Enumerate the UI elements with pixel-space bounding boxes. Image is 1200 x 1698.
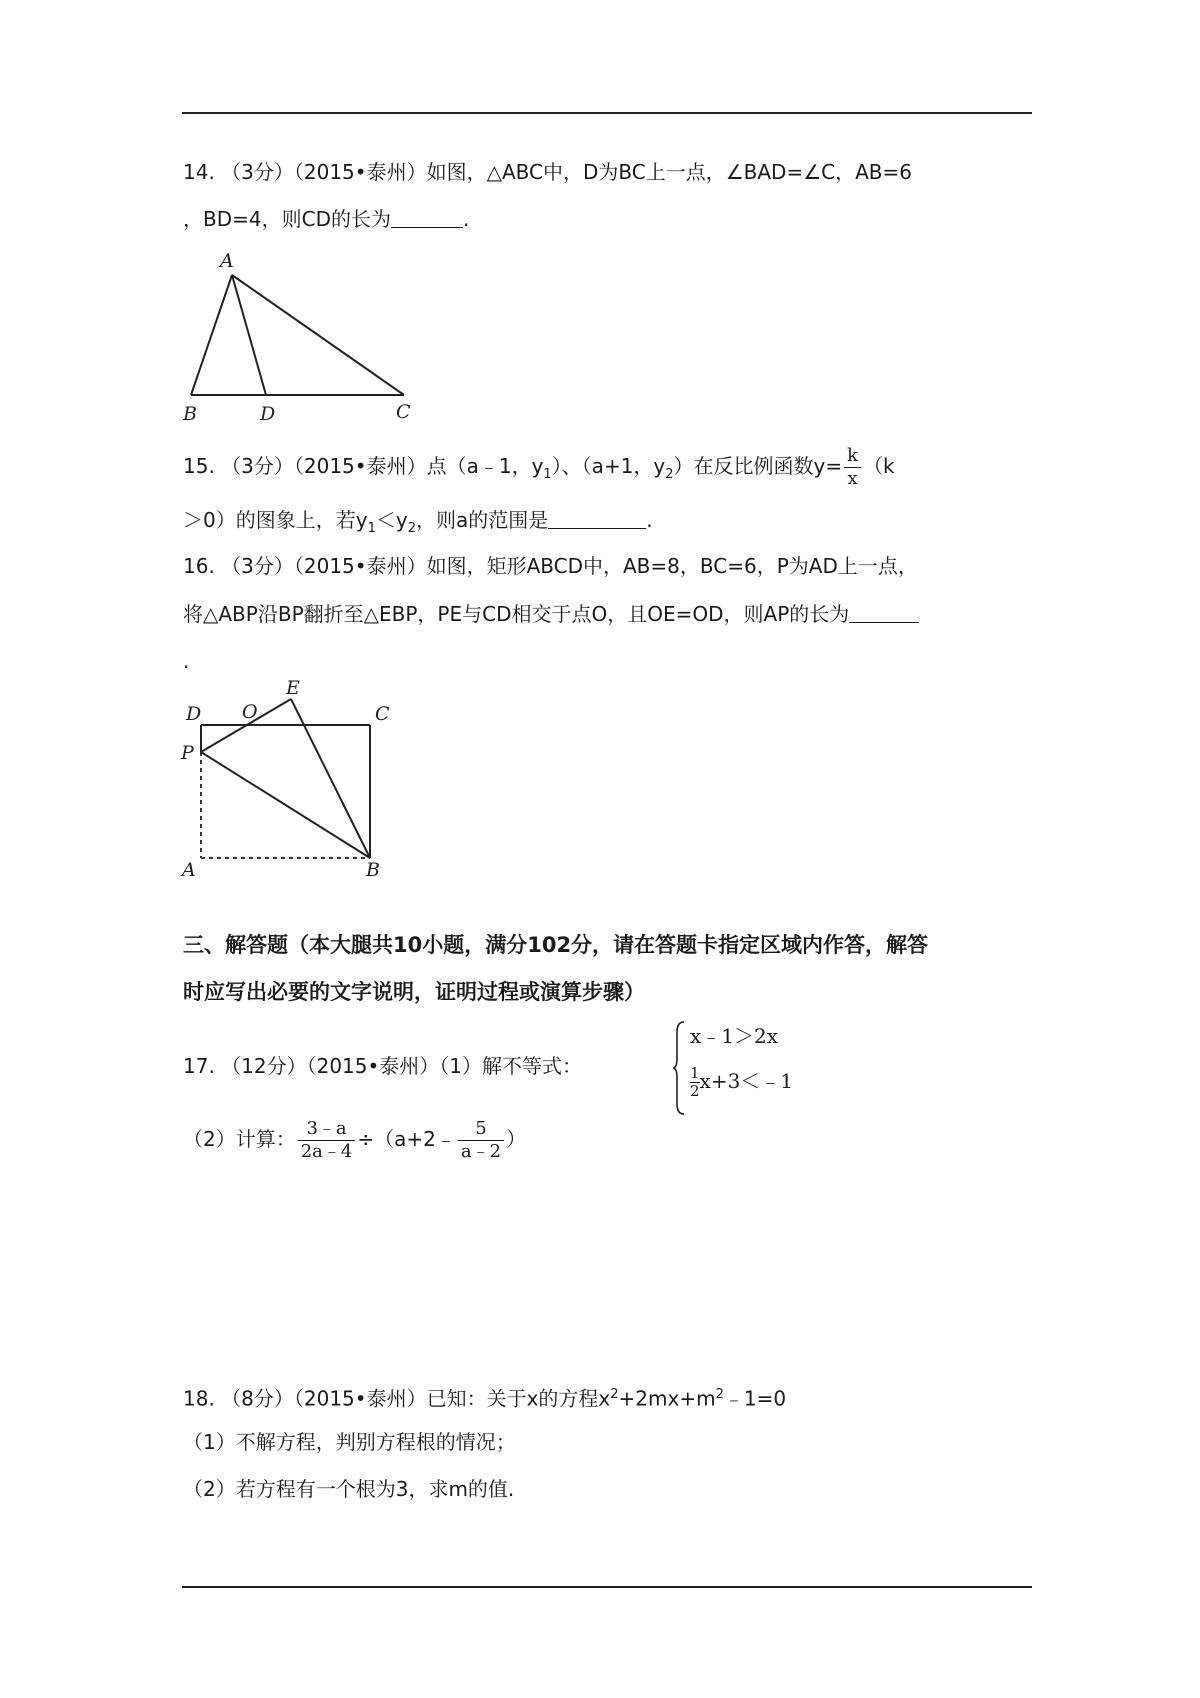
q18-sup-1: 2 (610, 1387, 619, 1402)
q15-line1 (183, 445, 895, 490)
q16-line2 (183, 600, 919, 628)
q18-line1 (183, 1381, 786, 1413)
fraction-2-numerator: 5 (475, 1118, 487, 1139)
q17-part2 (183, 1118, 526, 1163)
q15-sub-3: 1 (367, 521, 376, 536)
q15-text-g: ，则a的范围是 (415, 508, 549, 532)
label-d: D (186, 703, 202, 725)
q15-sub-4: 2 (407, 521, 416, 536)
fraction-1 (298, 1118, 356, 1163)
fraction-1-denominator: 2a﹣4 (298, 1140, 356, 1163)
q15-text-b: ）、（a+1，y (551, 454, 666, 478)
label-c: C (375, 703, 390, 725)
q18-text-a: 18. （8分）（2015•泰州）已知：关于x的方程x (183, 1386, 611, 1411)
inequality-2-rest: x+3＜﹣1 (699, 1069, 794, 1093)
section-heading-line1: 三、解答题（本大腿共10小题，满分102分，请在答题卡指定区域内作答，解答 (183, 933, 929, 957)
q14-line2 (183, 205, 469, 233)
bottom-rule (182, 1586, 1032, 1588)
q14-triangle-figure (178, 248, 418, 428)
inequality-2 (690, 1065, 793, 1100)
label-p: P (181, 742, 194, 764)
answer-blank (849, 602, 919, 623)
label-o: O (242, 701, 258, 723)
q15-text-d: （k (863, 454, 895, 478)
fraction-1-numerator: 3﹣a (306, 1118, 347, 1139)
q18-line2: （1）不解方程，判别方程根的情况； (183, 1430, 516, 1454)
q15-text-e: ＞0）的图象上，若y (183, 508, 368, 532)
label-b: B (183, 403, 197, 425)
segment-ab (191, 275, 232, 395)
inverse-fraction (844, 445, 861, 490)
q16-rectangle-figure (178, 680, 398, 880)
q16-line2-text: 将△ABP沿BP翻折至△EBP，PE与CD相交于点O，且OE=OD，则AP的长为 (183, 602, 850, 626)
q15-text-c: ）在反比例函数y= (673, 454, 843, 478)
q18-text-b: +2mx+m (618, 1386, 716, 1411)
q14-line1: 14. （3分）（2015•泰州）如图，△ABC中，D为BC上一点，∠BAD=∠C，AB=6 (183, 160, 912, 184)
fraction-2-denominator: a﹣2 (458, 1140, 504, 1163)
q14-period: . (462, 207, 470, 231)
q15-text-f: ＜y (375, 508, 408, 532)
left-brace-icon (672, 1020, 686, 1116)
inequality-1: x﹣1＞2x (690, 1024, 779, 1048)
q17-part2-middle: ÷（a+2﹣ (357, 1127, 456, 1151)
answer-blank (548, 508, 646, 529)
q18-line3: （2）若方程有一个根为3，求m的值. (183, 1477, 515, 1501)
label-a: A (220, 250, 234, 272)
label-e: E (286, 680, 300, 699)
q18-text-c: ﹣1=0 (723, 1386, 787, 1411)
fraction-2 (458, 1118, 504, 1163)
inequality-system (672, 1020, 812, 1116)
label-c: C (396, 401, 411, 423)
half-fraction (690, 1065, 700, 1100)
segment-ad (232, 275, 266, 395)
q15-sub-1: 1 (543, 467, 552, 482)
segment-ac (232, 275, 404, 395)
top-rule (182, 112, 1032, 114)
fraction-numerator: k (847, 445, 859, 466)
label-a: A (182, 859, 196, 880)
half-denominator: 2 (690, 1082, 700, 1100)
q15-sub-2: 2 (665, 467, 674, 482)
label-d: D (260, 403, 276, 425)
q15-line2 (183, 506, 653, 543)
q17-part2-label: （2）计算： (183, 1127, 296, 1151)
q16-line1: 16. （3分）（2015•泰州）如图，矩形ABCD中，AB=8，BC=6，P为AD上一点， (183, 554, 918, 578)
q17-line1: 17. （12分）（2015•泰州）（1）解不等式： (183, 1054, 583, 1078)
answer-blank (391, 207, 463, 228)
q18-sup-2: 2 (715, 1387, 724, 1402)
section-heading-line2: 时应写出必要的文字说明，证明过程或演算步骤） (183, 980, 645, 1004)
half-numerator: 1 (690, 1064, 700, 1082)
q15-text-a: 15. （3分）（2015•泰州）点（a﹣1，y (183, 454, 544, 478)
q16-period-line: . (183, 649, 190, 673)
q15-period: . (646, 508, 653, 532)
q14-line2-text: ，BD=4，则CD的长为 (183, 207, 391, 231)
fraction-denominator: x (844, 467, 861, 490)
label-b: B (366, 859, 380, 880)
q17-part2-close: ） (506, 1127, 527, 1151)
